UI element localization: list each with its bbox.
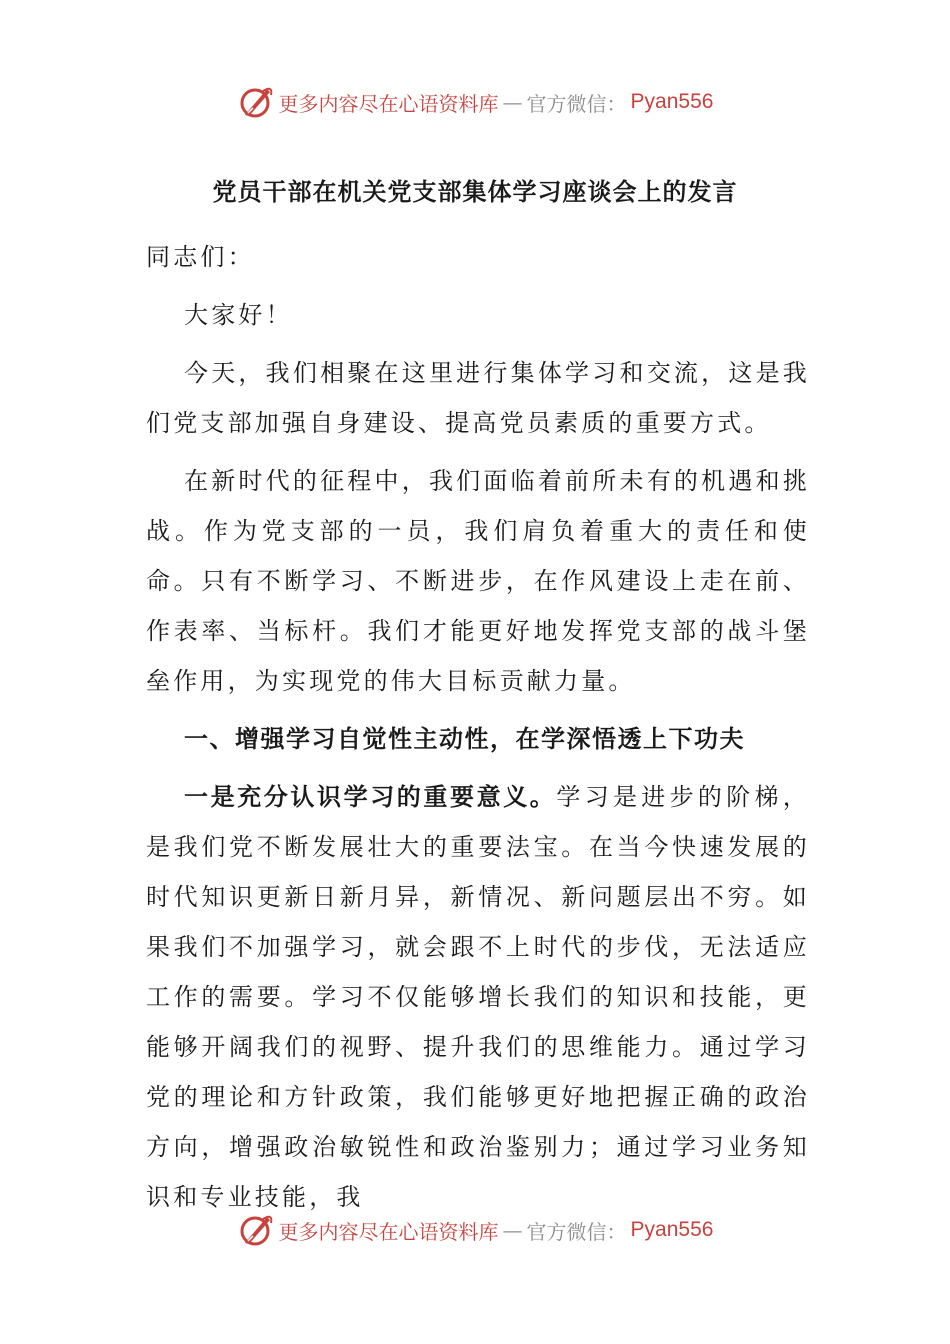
banner-wechat-id: Pyan556 [630,1218,714,1241]
point-1-body: 学习是进步的阶梯，是我们党不断发展壮大的重要法宝。在当今快速发展的时代知识更新日新月异，新情况、新问题层出不穷。如果我们不加强学习，就会跟不上时代的步伐，无法适应工作的需要。学习不仅能够增长我们的知识和技能，更能够开阔我们的视野、提升我们的思维能力。通过学习党的理论和方针政策，我们能够更好地把握正确的政治方向，增强政治敏锐性和政治鉴别力；通过学习业务知识和专业技能，我 [146,783,811,1211]
banner-separator: — [502,90,523,114]
paragraph-context: 在新时代的征程中，我们面临着前所未有的机遇和挑战。作为党支部的一员，我们肩负着重大的责任和使命。只有不断学习、不断进步，在作风建设上走在前、作表率、当标杆。我们才能更好地发挥党支部的战斗堡垒作用，为实现党的伟大目标贡献力量。 [146,467,810,695]
greeting: 大家好！ [184,301,293,329]
document-title: 党员干部在机关党支部集体学习座谈会上的发言 [212,177,738,206]
section-heading-1: 一、增强学习自觉性主动性，在学深悟透上下功夫 [184,724,745,753]
banner-wechat-id: Pyan556 [630,90,714,113]
banner-brand-text: 更多内容尽在心语资料库 [278,1219,499,1244]
footer-banner [0,1208,950,1252]
banner-wechat-label: 官方微信： [526,91,627,116]
paragraph-point-1 [146,772,810,1222]
quill-pen-logo-icon [237,83,275,121]
document-body [146,232,810,1230]
salutation: 同志们： [146,243,255,271]
banner-wechat-label: 官方微信： [526,1219,627,1244]
point-1-lead: 一是充分认识学习的重要意义。 [184,782,557,811]
banner-brand-text: 更多内容尽在心语资料库 [278,91,499,116]
paragraph-intro: 今天，我们相聚在这里进行集体学习和交流，这是我们党支部加强自身建设、提高党员素质的重要方式。 [146,359,810,437]
header-banner [0,80,950,124]
quill-pen-logo-icon [237,1211,275,1249]
banner-separator: — [502,1218,523,1242]
